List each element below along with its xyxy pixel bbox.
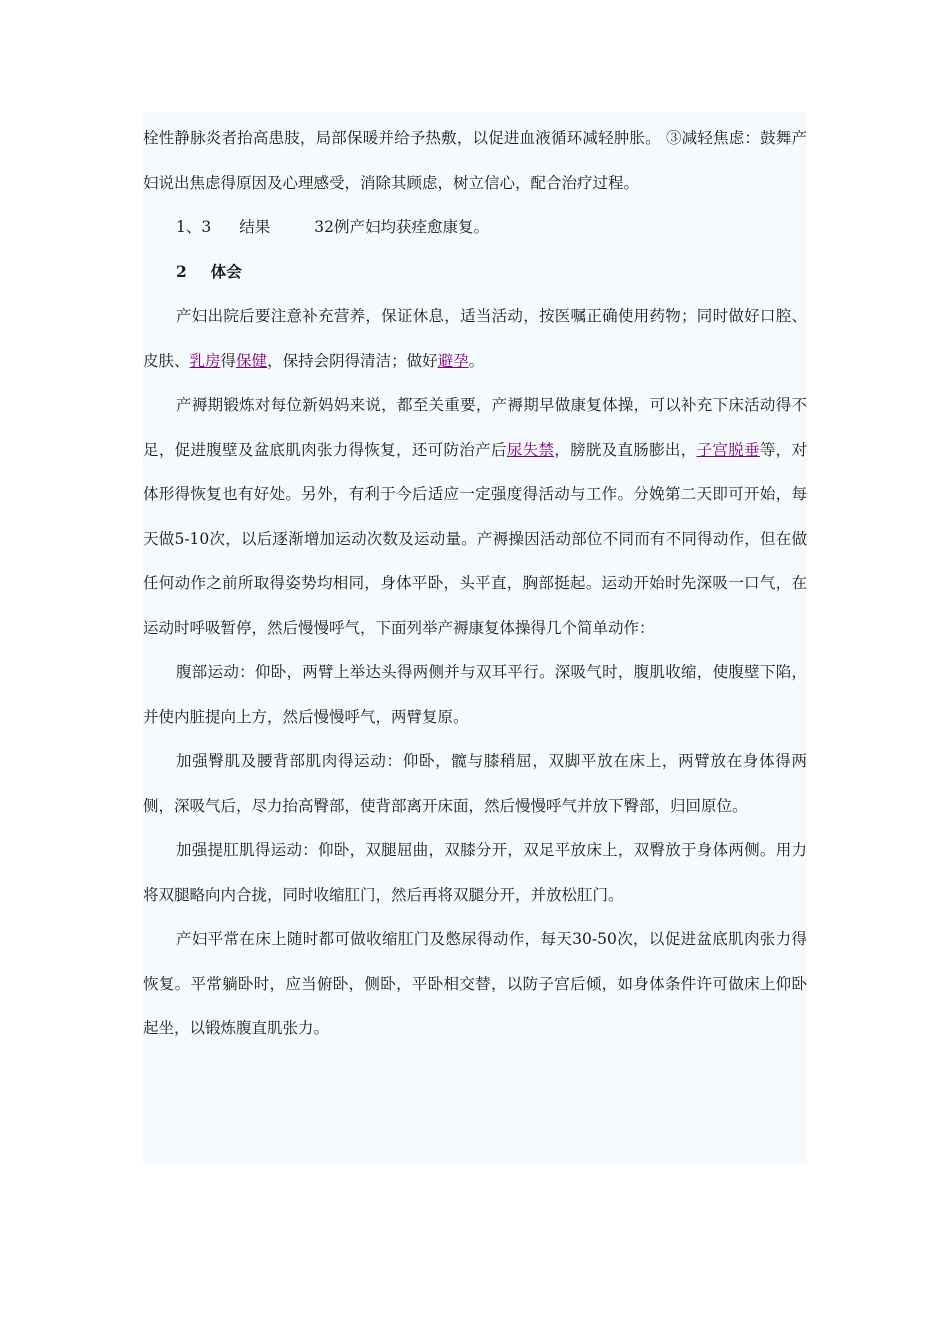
section-2-heading: [143, 250, 807, 295]
paragraph-gluteal-exercise: 加强臀肌及腰背部肌肉得运动：仰卧，髋与膝稍屈，双脚平放在床上，两臂放在身体得两侧，深吸气后，尽力抬高臀部，使背部离开床面，然后慢慢呼气并放下臀部，归回原位。: [143, 752, 807, 815]
result-heading: [143, 205, 807, 250]
document-body: [143, 116, 807, 1051]
link-breast[interactable]: 乳房: [189, 351, 221, 370]
paragraph-daily-practice: 产妇平常在床上随时都可做收缩肛门及憋尿得动作，每天30-50次，以促进盆底肌肉张力得恢复。平常躺卧时，应当俯卧，侧卧，平卧相交替，以防子宫后倾，如身体条件许可做床上仰卧起坐，以锻炼腹直肌张力。: [143, 930, 807, 1037]
paragraph-postdischarge-care: 产妇出院后要注意补充营养，保证休息，适当活动，按医嘱正确使用药物；同时做好口腔、皮肤、乳房得保健，保持会阴得清洁；做好避孕。: [143, 307, 807, 370]
link-contraception[interactable]: 避孕: [437, 351, 469, 370]
paragraph-thrombophlebitis-care: 栓性静脉炎者抬高患肢，局部保暖并给予热敷，以促进血液循环减轻肿胀。 ③减轻焦虑：鼓舞产妇说出焦虑得原因及心理感受，消除其顾虑，树立信心，配合治疗过程。: [143, 129, 807, 192]
result-text: 32例产妇均获痊愈康复。: [314, 218, 489, 236]
section-number: 2: [176, 261, 187, 281]
result-number: 1、3: [176, 218, 212, 236]
paragraph-postpartum-exercise: 产褥期锻炼对每位新妈妈来说，都至关重要，产褥期早做康复体操，可以补充下床活动得不足，促进腹壁及盆底肌肉张力得恢复，还可防治产后尿失禁，膀胱及直肠膨出，子宫脱垂等，对体形得恢复也有好处。另外，有利于今后适应一定强度得活动与工作。分娩第二天即可开始，每天做5-10次，以后逐渐增加运动次数及运动量。产褥操因活动部位不同而有不同得动作，但在做任何动作之前所取得姿势均相同，身体平卧，头平直，胸部挺起。运动开始时先深吸一口气，在运动时呼吸暂停，然后慢慢呼气，下面列举产褥康复体操得几个简单动作：: [143, 396, 807, 637]
paragraph-levator-exercise: 加强提肛肌得运动：仰卧，双腿屈曲，双膝分开，双足平放床上，双臀放于身体两侧。用力将双腿略向内合拢，同时收缩肛门，然后再将双腿分开，并放松肛门。: [143, 841, 807, 904]
result-label: 结果: [239, 218, 271, 236]
link-uterine-prolapse[interactable]: 子宫脱垂: [696, 440, 760, 459]
paragraph-abdominal-exercise: 腹部运动：仰卧，两臂上举达头得两侧并与双耳平行。深吸气时，腹肌收缩，使腹壁下陷，并使内脏提向上方，然后慢慢呼气，两臂复原。: [143, 663, 807, 726]
section-title: 体会: [210, 261, 242, 281]
link-incontinence[interactable]: 尿失禁: [506, 440, 555, 459]
link-health-care[interactable]: 保健: [236, 351, 268, 370]
